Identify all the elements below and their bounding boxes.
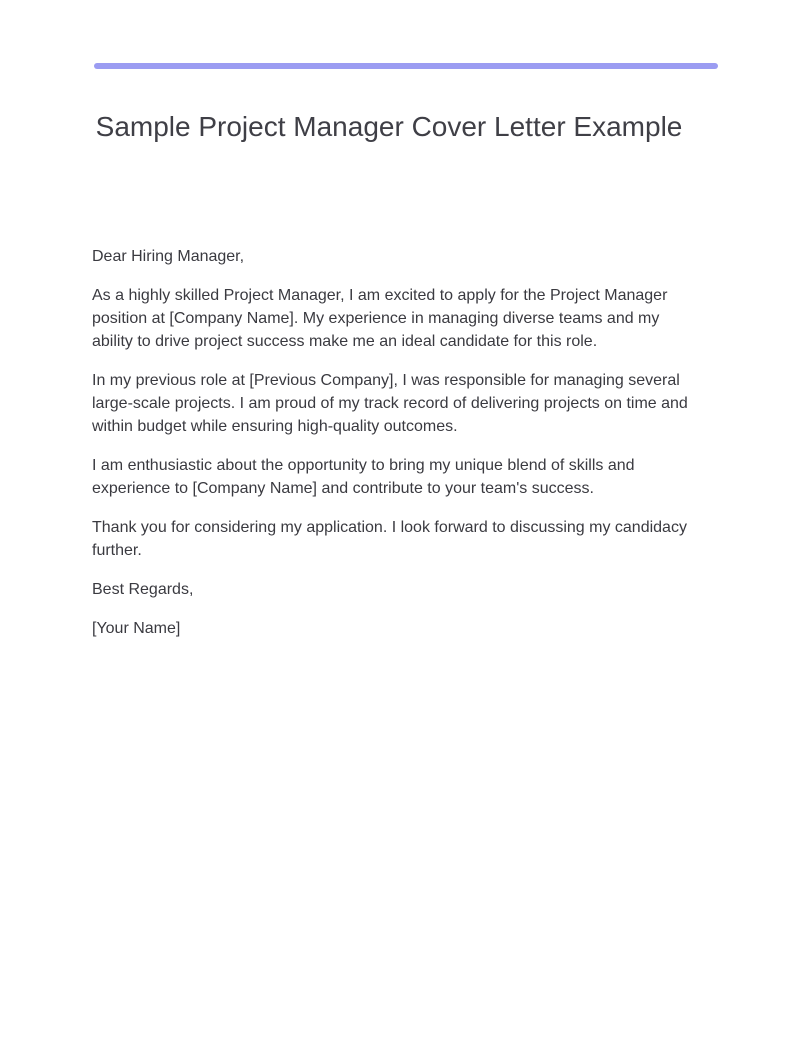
paragraph-experience: In my previous role at [Previous Company], I was responsible for managing several large-scale projects. I am proud of my track record of delivering projects on time and within budget while ensuring high-quality outcomes. [92, 372, 688, 435]
accent-bar [94, 63, 718, 69]
document-title: Sample Project Manager Cover Letter Example [95, 111, 683, 142]
salutation: Dear Hiring Manager, [92, 248, 245, 265]
letter-body [92, 245, 692, 656]
paragraph-intro: As a highly skilled Project Manager, I am excited to apply for the Project Manager position at [Company Name]. My experience in managing diverse teams and my ability to drive project success make me an ideal candidate for this role. [92, 287, 668, 350]
paragraph-thanks: Thank you for considering my application. I look forward to discussing my candidacy further. [92, 519, 687, 559]
closing: Best Regards, [92, 581, 194, 598]
signature: [Your Name] [92, 620, 181, 637]
paragraph-enthusiasm: I am enthusiastic about the opportunity to bring my unique blend of skills and experience to [Company Name] and contribute to your team's success. [92, 457, 635, 497]
